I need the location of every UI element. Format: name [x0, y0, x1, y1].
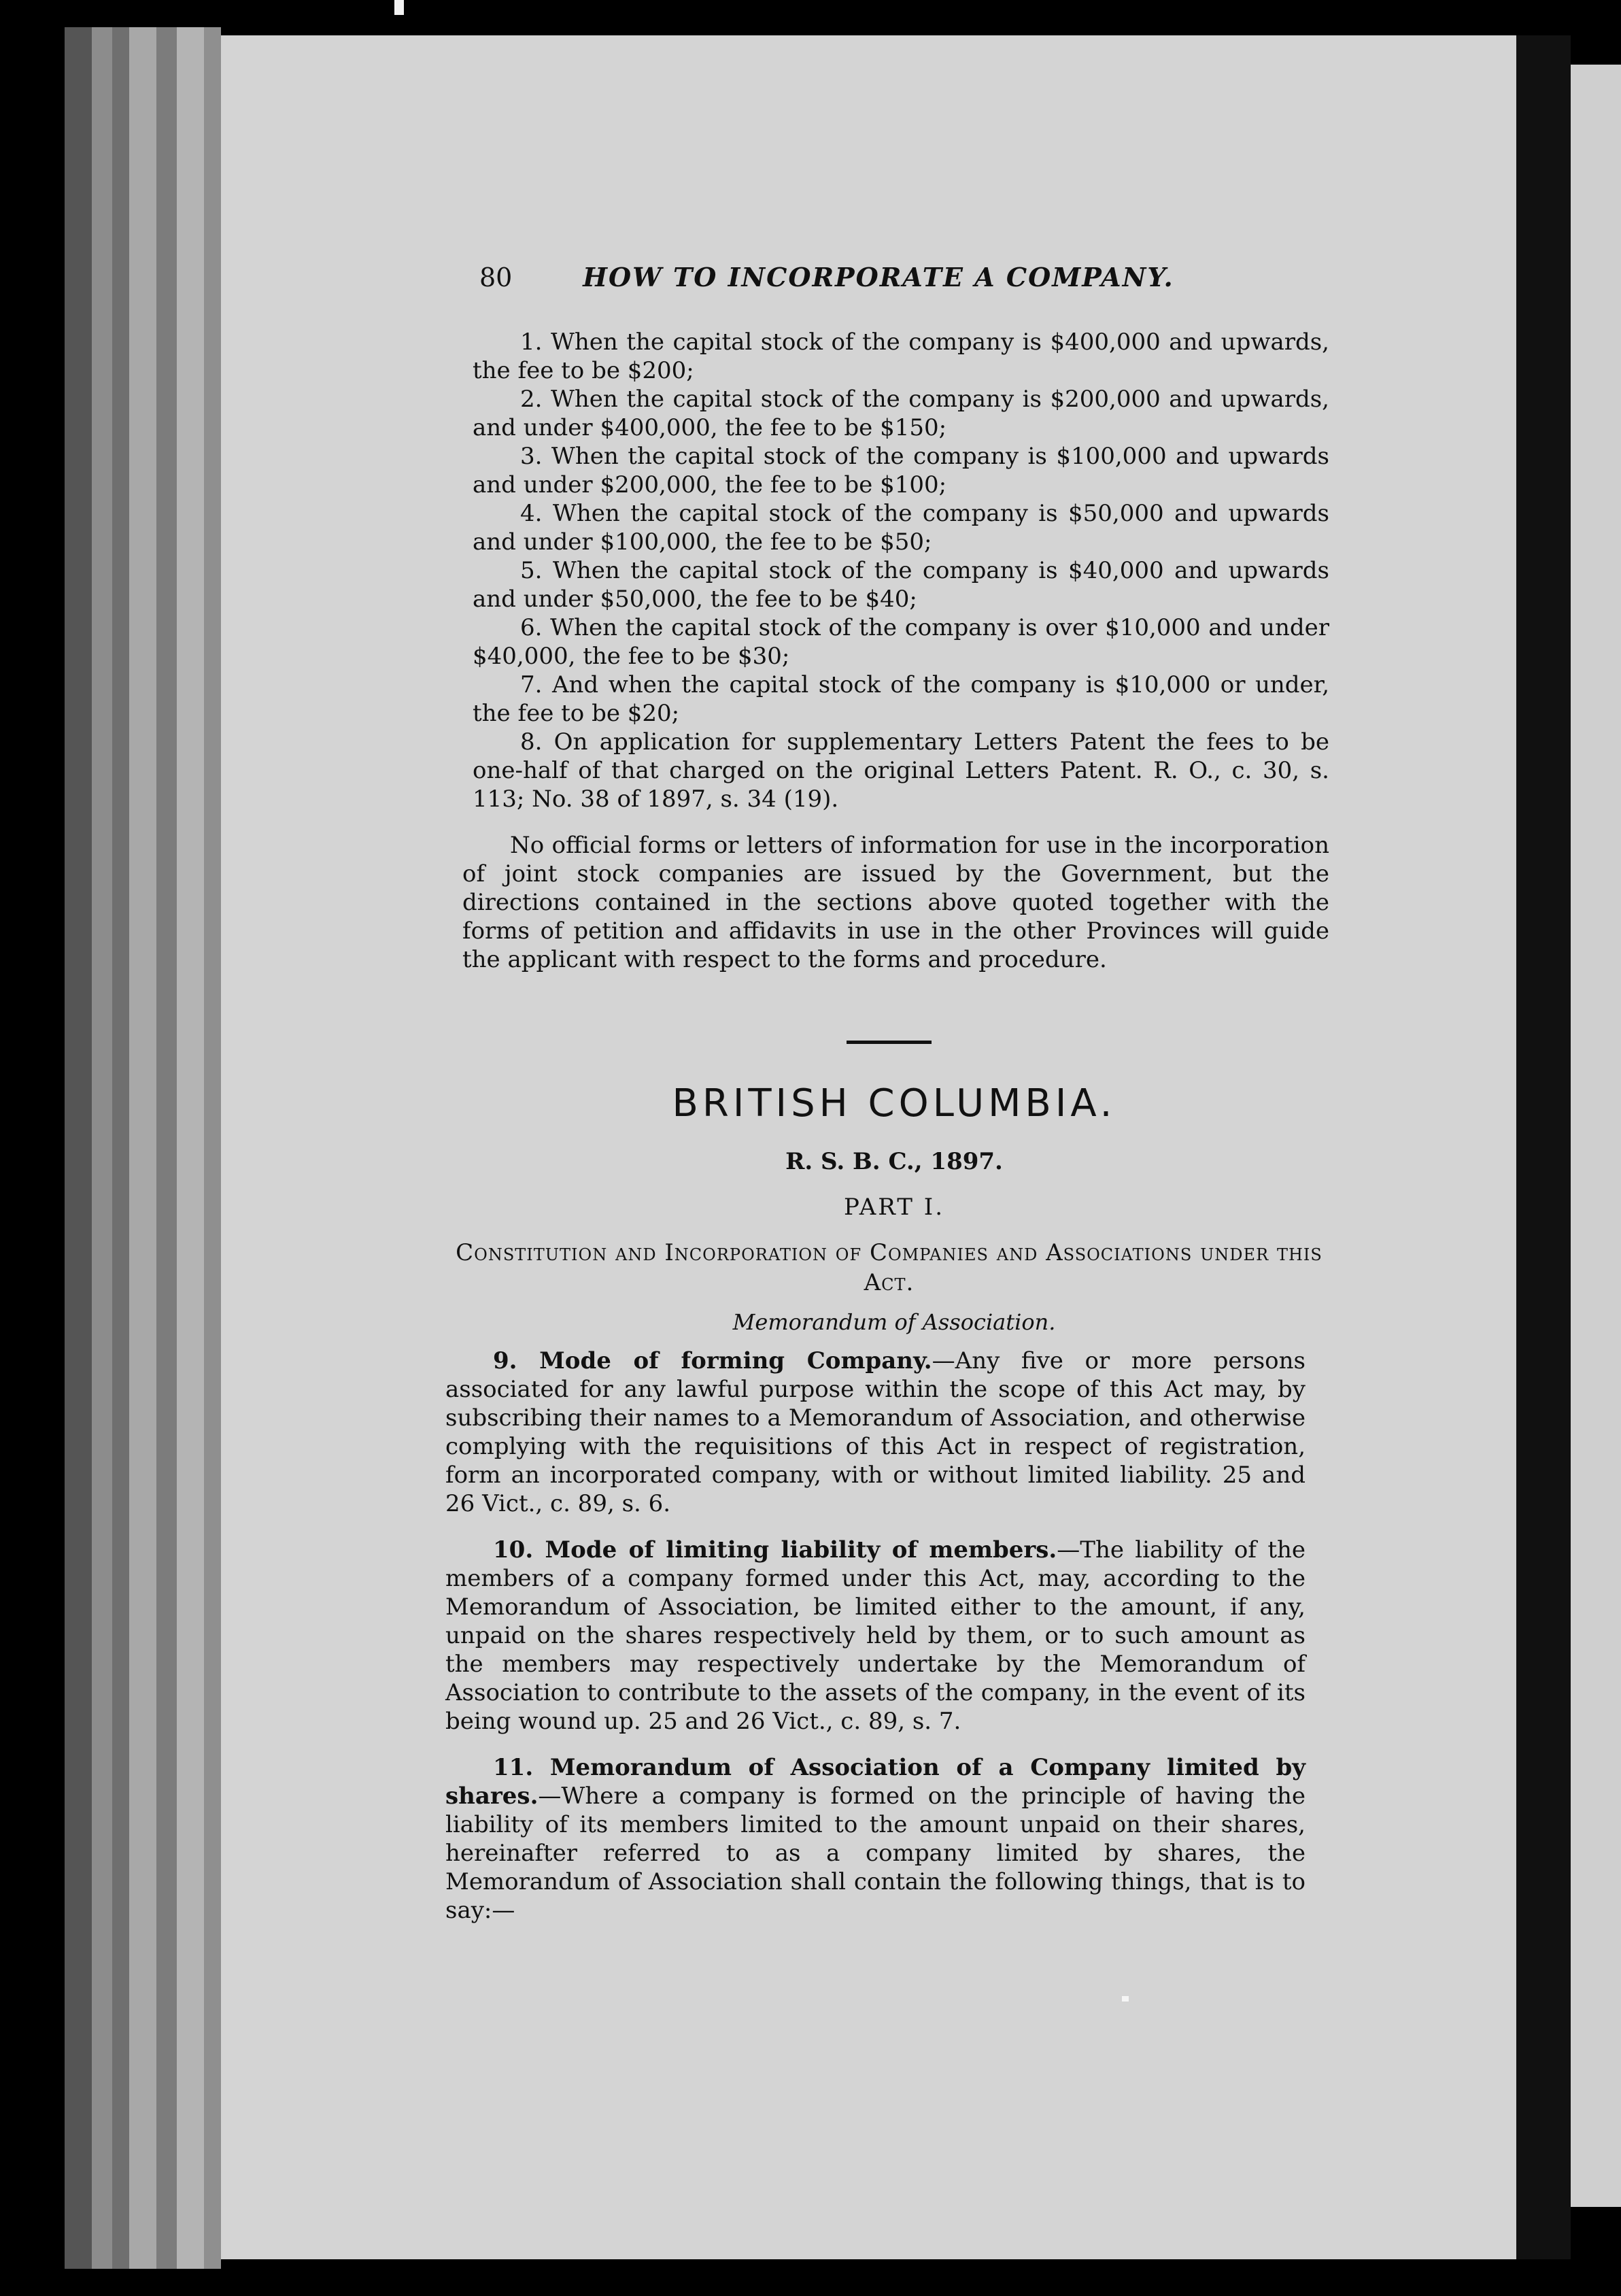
fee-item: 8. On application for supplementary Letters Patent the fees to be one-half of that charged on the original Letters Patent. R. O., c. 30, s. 113; No. 38 of 1897, s. 34 (19). [473, 728, 1329, 813]
fee-item: 3. When the capital stock of the company is $100,000 and upwards and under $200,000, the fee to be $100; [473, 443, 1329, 499]
part-heading: PART I. [843, 1194, 945, 1221]
page-number: 80 [479, 263, 513, 292]
fee-schedule [473, 328, 1329, 813]
book-gutter [1516, 35, 1571, 2259]
statute-citation: R. S. B. C., 1897. [785, 1148, 1003, 1175]
subheading: Memorandum of Association. [732, 1309, 1056, 1335]
section-body: —Any five or more persons associated for any lawful purpose within the scope of this Act may, by subscribing their names to a Memorandum of Association, and otherwise complying with the requisitions of this Act in respect of registration, form an incorporated company, with or without limited liability. 25 and 26 Vict., c. 89, s. 6. [445, 1347, 1306, 1517]
section-9 [445, 1347, 1306, 1518]
fee-item: 6. When the capital stock of the company is over $10,000 and under $40,000, the fee to be $30; [473, 614, 1329, 670]
section-title: 11. Memorandum of Association of a Company limited by shares. [445, 1754, 1306, 1810]
section-body: —Where a company is formed on the principle of having the liability of its members limited to the amount unpaid on their shares, hereinafter referred to as a company limited by shares, the Memorandum of Association shall contain the following things, that is to say:— [445, 1783, 1306, 1924]
section-title: 9. Mode of forming Company. [493, 1347, 932, 1374]
running-head [479, 262, 1248, 292]
page-edge [156, 27, 177, 2269]
fee-item: 1. When the capital stock of the company is $400,000 and upwards, the fee to be $200; [473, 328, 1329, 384]
section-divider [847, 1041, 932, 1044]
fee-item: 7. And when the capital stock of the company is $10,000 or under, the fee to be $20; [473, 671, 1329, 727]
facing-page-edge [1571, 65, 1621, 2207]
part-title: Constitution and Incorporation of Companies and Associations under this Act. [456, 1239, 1323, 1296]
fee-item: 5. When the capital stock of the company is $40,000 and upwards and under $50,000, the fee to be $40; [473, 557, 1329, 613]
page-edge [112, 27, 129, 2269]
note-paragraph: No official forms or letters of information for use in the incorporation of joint stock companies are issued by the Government, but the directions contained in the sections above quoted together with the forms of petition and affidavits in use in the other Provinces will guide the applicant with respect to the forms and procedure. [462, 832, 1329, 973]
page-edge [177, 27, 204, 2269]
scan-speck [394, 0, 404, 15]
section-title: 10. Mode of limiting liability of members. [493, 1536, 1057, 1564]
page-edge [204, 27, 221, 2269]
section-body: —The liability of the members of a company formed under this Act, may, according to the Memorandum of Association, be limited either to the amount, if any, unpaid on the shares respectively held by them, or to such amount as the members may respectively undertake by the Memorandum of Association to contribute to the assets of the company, in the event of its being wound up. 25 and 26 Vict., c. 89, s. 7. [445, 1536, 1306, 1735]
section-11 [445, 1753, 1306, 1925]
province-heading: BRITISH COLUMBIA. [672, 1081, 1116, 1126]
forms-note [462, 831, 1329, 974]
statute-sections [445, 1347, 1306, 1942]
page-edge [129, 27, 156, 2269]
fee-item: 4. When the capital stock of the company is $50,000 and upwards and under $100,000, the fee to be $50; [473, 500, 1329, 556]
fee-item: 2. When the capital stock of the company is $200,000 and upwards, and under $400,000, the fee to be $150; [473, 386, 1329, 441]
page-edge [92, 27, 112, 2269]
running-title: HOW TO INCORPORATE A COMPANY. [583, 262, 1174, 292]
scan-speck [1122, 1996, 1129, 2002]
section-10 [445, 1536, 1306, 1736]
page-edge [65, 27, 92, 2269]
